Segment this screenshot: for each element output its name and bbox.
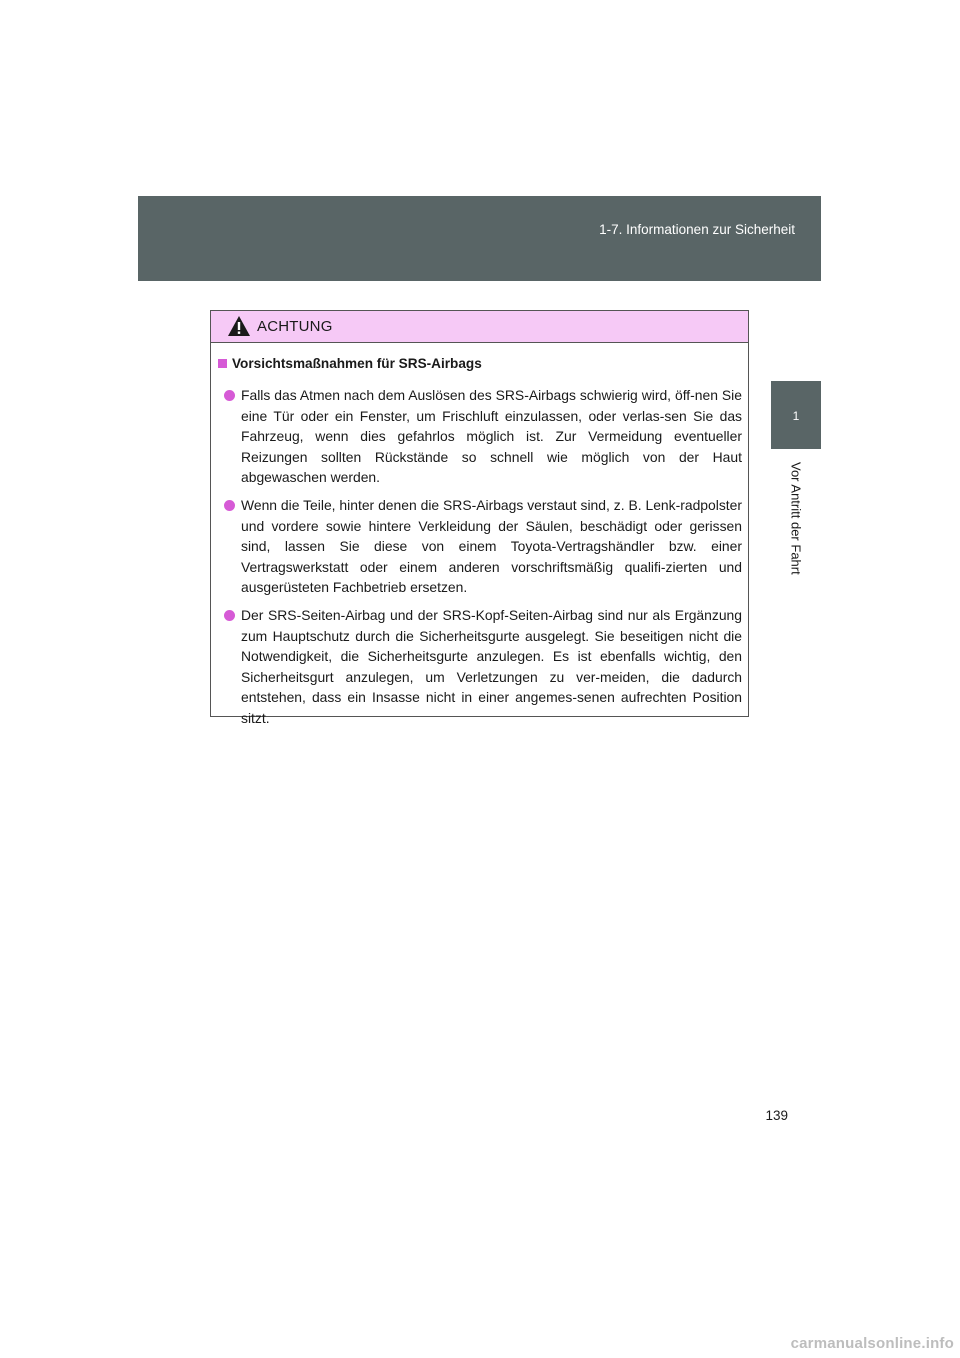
section-heading-text: Vorsichtsmaßnahmen für SRS-Airbags (232, 356, 482, 371)
section-title: 1-7. Informationen zur Sicherheit (599, 222, 795, 237)
page-number: 139 (765, 1108, 788, 1123)
square-bullet-icon (218, 359, 227, 368)
warning-header (211, 311, 748, 343)
warning-box (210, 310, 749, 726)
bullet-dot-icon (224, 500, 235, 511)
list-item (224, 605, 742, 729)
chapter-label: Vor Antritt der Fahrt (788, 462, 804, 575)
list-item-text: Falls das Atmen nach dem Auslösen des SRS-Airbags schwierig wird, öff-nen Sie eine Tür oder ein Fenster, um Frischluft einzulassen, oder verlas-sen Sie das Fahrzeug, wenn dies gefahrlos möglich ist. Zur Vermeidung eventueller Reizungen sollten Rückstände so schnell wie möglich von der Haut abgewaschen werden. (241, 387, 742, 486)
chapter-tab (771, 381, 821, 449)
list-item (224, 495, 742, 598)
section-heading (218, 356, 482, 371)
watermark: carmanualsonline.info (790, 1335, 954, 1352)
section-header-band (138, 196, 821, 281)
list-item-text: Der SRS-Seiten-Airbag und der SRS-Kopf-Seiten-Airbag sind nur als Ergänzung zum Hauptschutz durch die Sicherheitsgurte ausgelegt. Sie beseitigen nicht die Notwendigkeit, die Sicherheitsgurte anzulegen. Es ist ebenfalls wichtig, den Sicherheitsgurt anzulegen, um Verletzungen zu ver-meiden, die dadurch entstehen, dass ein Insasse nicht in einer angemes-senen aufrechten Position sitzt. (241, 607, 742, 726)
chapter-number: 1 (792, 409, 800, 423)
bullet-dot-icon (224, 610, 235, 621)
list-item (224, 385, 742, 488)
bullet-dot-icon (224, 390, 235, 401)
warning-title: ACHTUNG (257, 318, 333, 335)
warning-triangle-icon (227, 315, 251, 337)
list-item-text: Wenn die Teile, hinter denen die SRS-Airbags verstaut sind, z. B. Lenk-radpolster und vordere sowie hintere Verkleidung der Säulen, beschädigt oder gerissen sind, lassen Sie diese von einem Toyota-Vertragshändler bzw. einer Vertragswerkstatt oder einem anderen vorschriftsmäßig qualifi-zierten und ausgerüsteten Fachbetrieb ersetzen. (241, 497, 742, 596)
